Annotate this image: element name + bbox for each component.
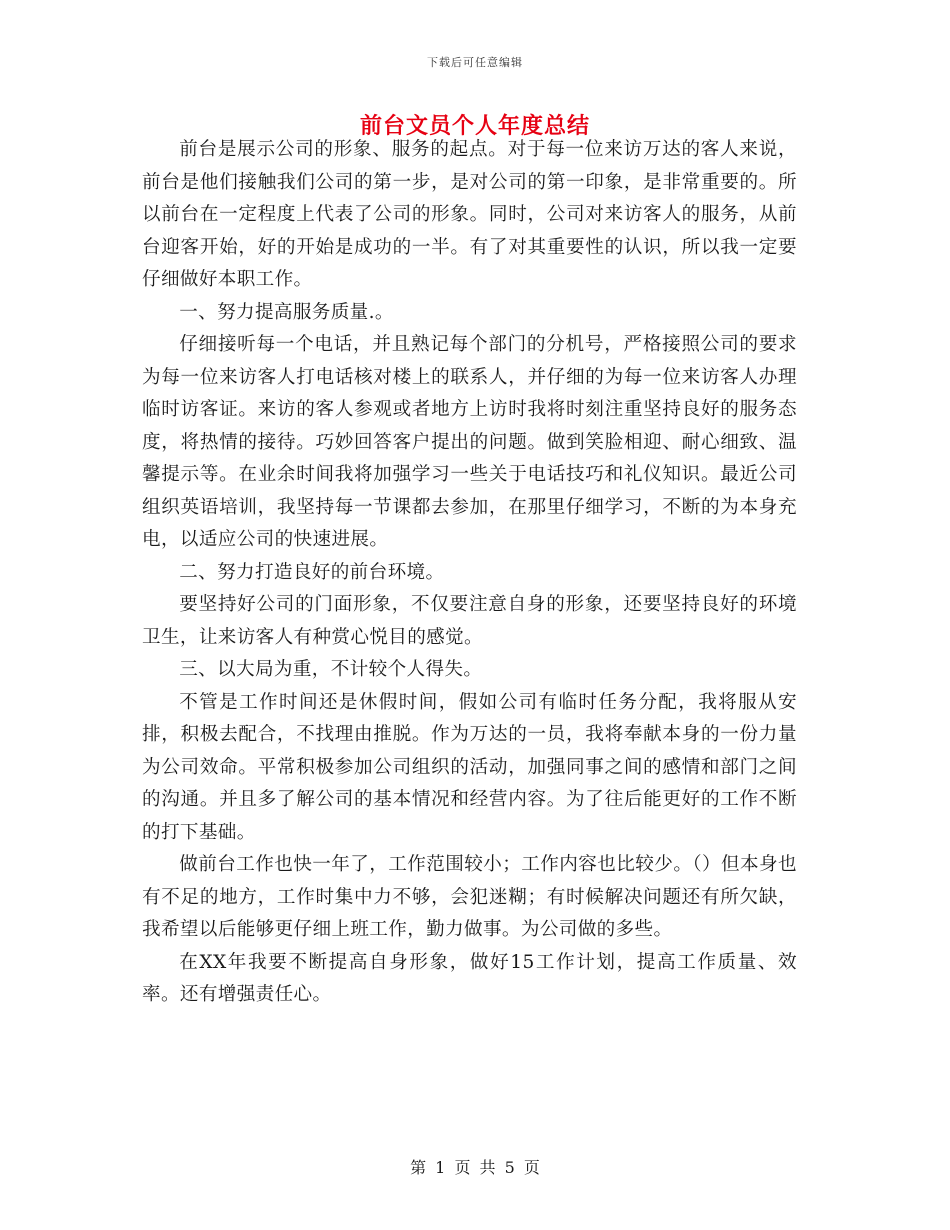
paragraph-service: 仔细接听每一个电话，并且熟记每个部门的分机号，严格接照公司的要求为每一位来访客人打电话核对楼上的联系人，并仔细的为每一位来访客人办理临时访客证。来访的客人参观或者地方上访时我将时刻注重坚持良好的服务态度，将热情的接待。巧妙回答客户提出的问题。做到笑脸相迎、耐心细致、温馨提示等。在业余时间我将加强学习一些关于电话技巧和礼仪知识。最近公司组织英语培训，我坚持每一节课都去参加，在那里仔细学习，不断的为本身充电，以适应公司的快速进展。 (142, 334, 797, 550)
paragraph-environment: 要坚持好公司的门面形象，不仅要注意自身的形象，还要坚持良好的环境卫生，让来访客人有种赏心悦目的感觉。 (142, 594, 797, 648)
header-note: 下载后可任意编辑 (427, 56, 523, 69)
paragraph-plan: 在XX年我要不断提高自身形象，做好15工作计划，提高工作质量、效率。还有增强责任心。 (142, 951, 797, 1005)
section-heading-2: 二、努力打造良好的前台环境。 (179, 561, 445, 583)
paragraph-intro: 前台是展示公司的形象、服务的起点。对于每一位来访万达的客人来说，前台是他们接触我们公司的第一步，是对公司的第一印象，是非常重要的。所以前台在一定程度上代表了公司的形象。同时，公司对来访客人的服务，从前台迎客开始，好的开始是成功的一半。有了对其重要性的认识，所以我一定要仔细做好本职工作。 (142, 139, 797, 290)
page-footer: 第 1 页 共 5 页 (410, 1158, 540, 1177)
document-body (142, 134, 797, 1012)
section-heading-1: 一、努力提高服务质量.。 (179, 301, 394, 323)
paragraph-teamwork: 不管是工作时间还是休假时间，假如公司有临时任务分配，我将服从安排，积极去配合，不找理由推脱。作为万达的一员，我将奉献本身的一份力量为公司效命。平常积极参加公司组织的活动，加强同事之间的感情和部门之间的沟通。并且多了解公司的基本情况和经营内容。为了往后能更好的工作不断的打下基础。 (142, 691, 797, 843)
paragraph-reflection: 做前台工作也快一年了，工作范围较小；工作内容也比较少。（）但本身也有不足的地方，工作时集中力不够，会犯迷糊；有时候解决问题还有所欠缺，我希望以后能够更仔细上班工作，勤力做事。为公司做的多些。 (142, 854, 797, 940)
section-heading-3: 三、以大局为重，不计较个人得失。 (179, 659, 483, 680)
document-title: 前台文员个人年度总结 (359, 113, 590, 139)
